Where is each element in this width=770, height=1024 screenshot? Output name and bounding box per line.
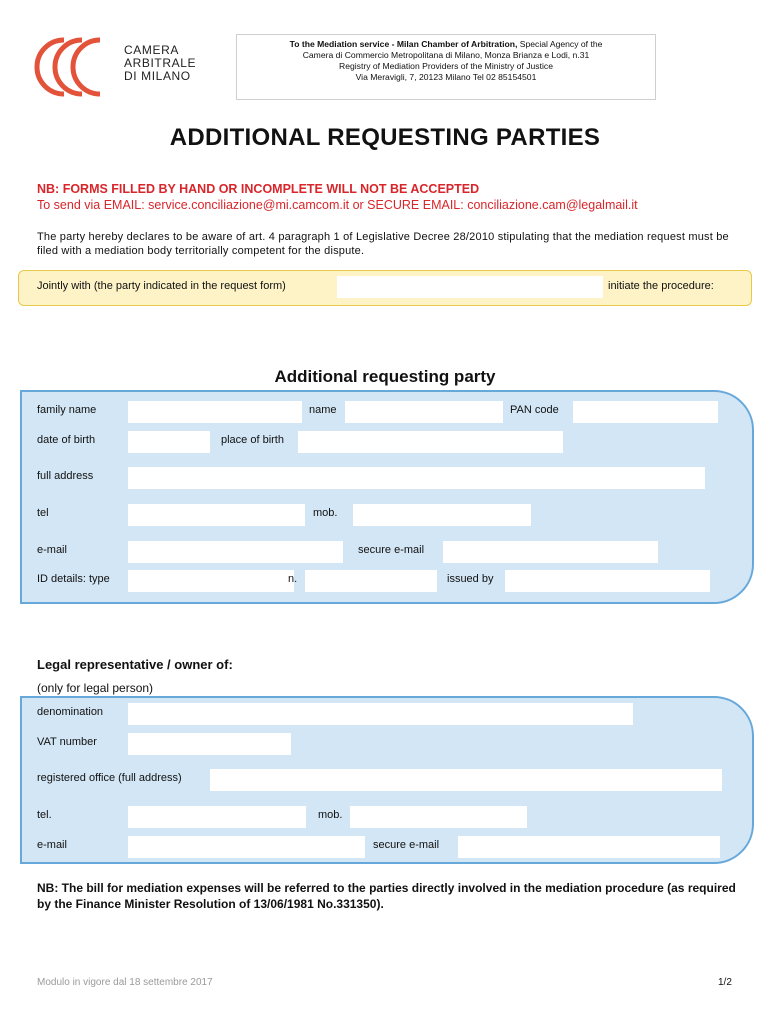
tel-field[interactable]	[128, 504, 305, 526]
tel-label: tel	[37, 507, 49, 519]
legal-subtitle: (only for legal person)	[37, 681, 154, 695]
address-to-rest: Special Agency of the	[517, 39, 603, 49]
legal-mob-field[interactable]	[350, 806, 527, 828]
id-type-field[interactable]	[128, 570, 294, 592]
jointly-party-field[interactable]	[337, 276, 603, 298]
full-address-label: full address	[37, 470, 94, 482]
office-field[interactable]	[210, 769, 722, 791]
address-line-3: Registry of Mediation Providers of the Ministry of Justice	[339, 61, 553, 71]
camera-arbitrale-logo	[34, 34, 106, 100]
vat-field[interactable]	[128, 733, 291, 755]
id-number-field[interactable]	[305, 570, 437, 592]
logo-line-2: ARBITRALE	[124, 56, 197, 70]
legal-tel-field[interactable]	[128, 806, 306, 828]
date-of-birth-label: date of birth	[37, 434, 96, 446]
place-of-birth-field[interactable]	[298, 431, 563, 453]
pan-code-field[interactable]	[573, 401, 718, 423]
name-field[interactable]	[345, 401, 503, 423]
legal-secure-email-label: secure e-mail	[373, 839, 440, 851]
name-label: name	[309, 404, 337, 416]
id-number-label: n.	[288, 573, 298, 585]
family-name-label: family name	[37, 404, 97, 416]
page-title: ADDITIONAL REQUESTING PARTIES	[169, 124, 601, 151]
denomination-label: denomination	[37, 706, 104, 718]
declaration-text: The party hereby declares to be aware of art. 4 paragraph 1 of Legislative Decree 28/2010 stipulating that the mediation request must be filed with a mediation body territorially competent for the dispute.	[37, 231, 729, 257]
legal-title: Legal representative / owner of:	[37, 657, 233, 672]
address-line-4: Via Meravigli, 7, 20123 Milano Tel 02 85154501	[355, 72, 537, 82]
pan-code-label: PAN code	[510, 404, 559, 416]
email-label: e-mail	[37, 544, 67, 556]
email-field[interactable]	[128, 541, 343, 563]
mob-field[interactable]	[353, 504, 531, 526]
page-number: 1/2	[718, 977, 732, 988]
notice-expenses: NB: The bill for mediation expenses will be referred to the parties directly involved in the mediation procedure (as required by the Finance Minister Resolution of 13/06/1981 No.331350).	[37, 881, 736, 911]
legal-tel-label: tel.	[37, 809, 52, 821]
issued-by-field[interactable]	[505, 570, 710, 592]
family-name-field[interactable]	[128, 401, 302, 423]
notice-handwritten: NB: FORMS FILLED BY HAND OR INCOMPLETE WILL NOT BE ACCEPTED	[37, 182, 480, 196]
logo-line-3: DI MILANO	[124, 69, 191, 83]
vat-label: VAT number	[37, 736, 97, 748]
date-of-birth-field[interactable]	[128, 431, 210, 453]
denomination-field[interactable]	[128, 703, 633, 725]
legal-email-label: e-mail	[37, 839, 67, 851]
office-label: registered office (full address)	[37, 772, 182, 784]
address-to-bold: To the Mediation service - Milan Chamber of Arbitration,	[289, 39, 518, 49]
section-title: Additional requesting party	[274, 367, 496, 386]
jointly-label: Jointly with (the party indicated in the request form)	[37, 280, 286, 292]
logo-line-1: CAMERA	[124, 43, 179, 57]
footer-validity: Modulo in vigore dal 18 settembre 2017	[37, 977, 213, 988]
jointly-label-after: initiate the procedure:	[608, 280, 714, 292]
legal-mob-label: mob.	[318, 809, 343, 821]
address-line-2: Camera di Commercio Metropolitana di Milano, Monza Brianza e Lodi, n.31	[302, 50, 590, 60]
issued-by-label: issued by	[447, 573, 494, 585]
secure-email-label: secure e-mail	[358, 544, 425, 556]
secure-email-field[interactable]	[443, 541, 658, 563]
address-box	[236, 34, 656, 100]
legal-secure-email-field[interactable]	[458, 836, 720, 858]
full-address-field[interactable]	[128, 467, 705, 489]
id-type-label: ID details: type	[37, 573, 110, 585]
mob-label: mob.	[313, 507, 338, 519]
legal-email-field[interactable]	[128, 836, 365, 858]
place-of-birth-label: place of birth	[221, 434, 284, 446]
logo-text	[124, 44, 196, 83]
notice-email: To send via EMAIL: service.conciliazione@mi.camcom.it or SECURE EMAIL: conciliazione.cam@legalmail.it	[37, 198, 638, 212]
